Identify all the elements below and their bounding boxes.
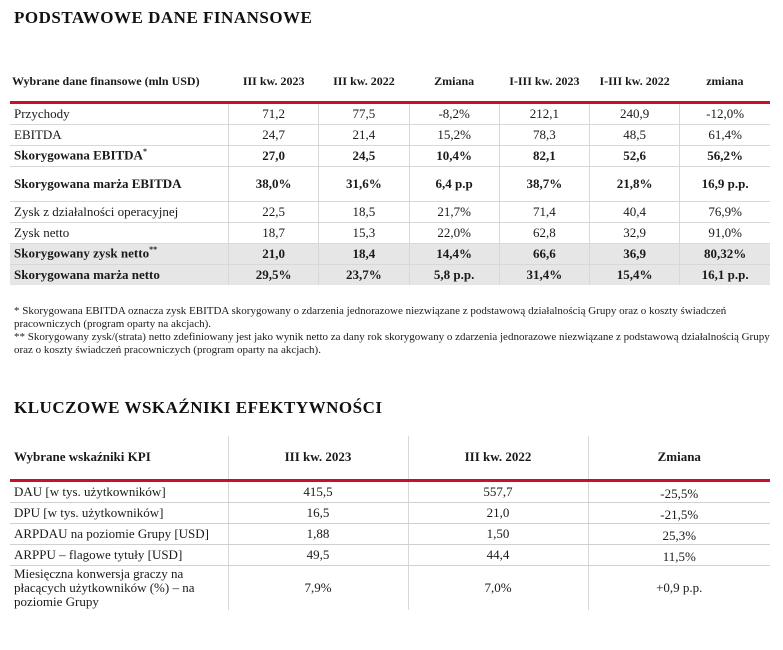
- cell: 21,0: [229, 243, 319, 264]
- cell: 415,5: [228, 480, 408, 502]
- row-label: Skorygowana marża netto: [10, 264, 229, 285]
- cell: 1,88: [228, 523, 408, 544]
- row-label: Zysk netto: [10, 222, 229, 243]
- kpi-header-row: [10, 436, 770, 480]
- cell: 49,5: [228, 544, 408, 565]
- cell: 77,5: [319, 102, 409, 124]
- col-header-metric: Wybrane dane finansowe (mln USD): [10, 62, 229, 102]
- cell: 21,0: [408, 502, 588, 523]
- cell: -12,0%: [680, 102, 770, 124]
- cell: 29,5%: [229, 264, 319, 285]
- cell: 16,9 p.p.: [680, 166, 770, 201]
- cell: 38,0%: [229, 166, 319, 201]
- cell: 16,1 p.p.: [680, 264, 770, 285]
- cell: 91,0%: [680, 222, 770, 243]
- cell: 25,3%: [588, 523, 770, 544]
- row-label: [10, 565, 228, 610]
- col-header-q3-2023: III kw. 2023: [229, 62, 319, 102]
- table-row-adjusted-net-margin: [10, 264, 770, 285]
- cell: 240,9: [590, 102, 680, 124]
- row-label-text: Skorygowana EBITDA: [14, 147, 143, 163]
- cell: 78,3: [499, 124, 589, 145]
- cell: 18,4: [319, 243, 409, 264]
- cell: 5,8 p.p.: [409, 264, 499, 285]
- table-row-conversion: [10, 565, 770, 610]
- col-header-q3-2022: III kw. 2022: [319, 62, 409, 102]
- footnote-mark: *: [142, 147, 147, 157]
- cell: 10,4%: [409, 145, 499, 166]
- cell: 21,8%: [590, 166, 680, 201]
- table-row-adjusted-ebitda-margin: [10, 166, 770, 201]
- cell: 18,5: [319, 201, 409, 222]
- footnote-2: ** Skorygowany zysk/(strata) netto zdefiniowany jest jako wynik netto za dany rok skorygowany o zdarzenia jednorazowe niezwiązane z podstawową działalnością Grupy oraz o koszty świadczeń pracowniczych (program oparty na akcjach).: [14, 331, 770, 356]
- cell: 66,6: [499, 243, 589, 264]
- financial-header-row: [10, 62, 770, 102]
- cell: -8,2%: [409, 102, 499, 124]
- cell: 22,0%: [409, 222, 499, 243]
- cell: 15,2%: [409, 124, 499, 145]
- financial-data-title: PODSTAWOWE DANE FINANSOWE: [14, 8, 313, 27]
- col-header-q3-2022: III kw. 2022: [408, 436, 588, 480]
- cell: 82,1: [499, 145, 589, 166]
- row-label: Przychody: [10, 102, 229, 124]
- cell: 6,4 p.p: [409, 166, 499, 201]
- row-label: [10, 523, 228, 544]
- cell: 14,4%: [409, 243, 499, 264]
- table-row-arpdau: [10, 523, 770, 544]
- col-header-kpi: Wybrane wskaźniki KPI: [10, 436, 228, 480]
- cell: 1,50: [408, 523, 588, 544]
- cell: 71,2: [229, 102, 319, 124]
- cell: 21,4: [319, 124, 409, 145]
- cell: 56,2%: [680, 145, 770, 166]
- cell: 32,9: [590, 222, 680, 243]
- cell: 21,7%: [409, 201, 499, 222]
- cell: 24,5: [319, 145, 409, 166]
- col-header-q3-2023: III kw. 2023: [228, 436, 408, 480]
- table-row-arppu: [10, 544, 770, 565]
- cell: 44,4: [408, 544, 588, 565]
- cell: 557,7: [408, 480, 588, 502]
- cell: 48,5: [590, 124, 680, 145]
- row-label: EBITDA: [10, 124, 229, 145]
- row-label-text: Skorygowany zysk netto: [14, 245, 150, 261]
- cell: 16,5: [228, 502, 408, 523]
- cell: 36,9: [590, 243, 680, 264]
- cell: 38,7%: [499, 166, 589, 201]
- table-row-dau: [10, 480, 770, 502]
- col-header-change: Zmiana: [409, 62, 499, 102]
- cell: 71,4: [499, 201, 589, 222]
- row-label: Skorygowana marża EBITDA: [10, 166, 229, 201]
- cell: 31,4%: [499, 264, 589, 285]
- kpi-table: [10, 436, 770, 610]
- table-row-revenue: [10, 102, 770, 124]
- cell: 24,7: [229, 124, 319, 145]
- cell: 22,5: [229, 201, 319, 222]
- row-label-text: ARPDAU na poziomie Grupy [USD]: [14, 525, 209, 541]
- col-header-change: Zmiana: [588, 436, 770, 480]
- row-label: ARPPU – flagowe tytuły [USD]: [10, 544, 228, 565]
- row-label: DPU [w tys. użytkowników]: [10, 502, 228, 523]
- cell: 11,5%: [588, 544, 770, 565]
- cell: 15,3: [319, 222, 409, 243]
- financial-data-table: [10, 62, 770, 285]
- cell: 18,7: [229, 222, 319, 243]
- cell: 7,0%: [408, 565, 588, 610]
- col-header-9m-2022: I-III kw. 2022: [590, 62, 680, 102]
- cell: 76,9%: [680, 201, 770, 222]
- cell: 27,0: [229, 145, 319, 166]
- cell: +0,9 p.p.: [588, 565, 770, 610]
- table-row-adjusted-ebitda: [10, 145, 770, 166]
- row-label-text: Miesięczna konwersja graczy na płacących użytkowników (%) – na poziomie Grupy: [14, 565, 195, 609]
- table-row-dpu: [10, 502, 770, 523]
- cell: 23,7%: [319, 264, 409, 285]
- cell: 31,6%: [319, 166, 409, 201]
- footnote-mark: **: [149, 245, 158, 255]
- cell: 212,1: [499, 102, 589, 124]
- col-header-change-9m: zmiana: [680, 62, 770, 102]
- cell: 15,4%: [590, 264, 680, 285]
- footnote-1: * Skorygowana EBITDA oznacza zysk EBITDA skorygowany o zdarzenia jednorazowe niezwiązane z podstawową działalnością Grupy oraz o koszty świadczeń pracowniczych (program oparty na akcjach).: [14, 305, 727, 330]
- col-header-9m-2023: I-III kw. 2023: [499, 62, 589, 102]
- row-label: DAU [w tys. użytkowników]: [10, 480, 228, 502]
- footnotes: [14, 305, 774, 357]
- table-row-ebitda: [10, 124, 770, 145]
- cell: -25,5%: [588, 480, 770, 502]
- row-label: [10, 243, 229, 264]
- cell: -21,5%: [588, 502, 770, 523]
- cell: 40,4: [590, 201, 680, 222]
- cell: 80,32%: [680, 243, 770, 264]
- kpi-title: KLUCZOWE WSKAŹNIKI EFEKTYWNOŚCI: [14, 398, 383, 417]
- table-row-net-profit: [10, 222, 770, 243]
- cell: 52,6: [590, 145, 680, 166]
- cell: 62,8: [499, 222, 589, 243]
- row-label: [10, 145, 229, 166]
- cell: 61,4%: [680, 124, 770, 145]
- row-label: Zysk z działalności operacyjnej: [10, 201, 229, 222]
- table-row-operating-profit: [10, 201, 770, 222]
- table-row-adjusted-net-profit: [10, 243, 770, 264]
- cell: 7,9%: [228, 565, 408, 610]
